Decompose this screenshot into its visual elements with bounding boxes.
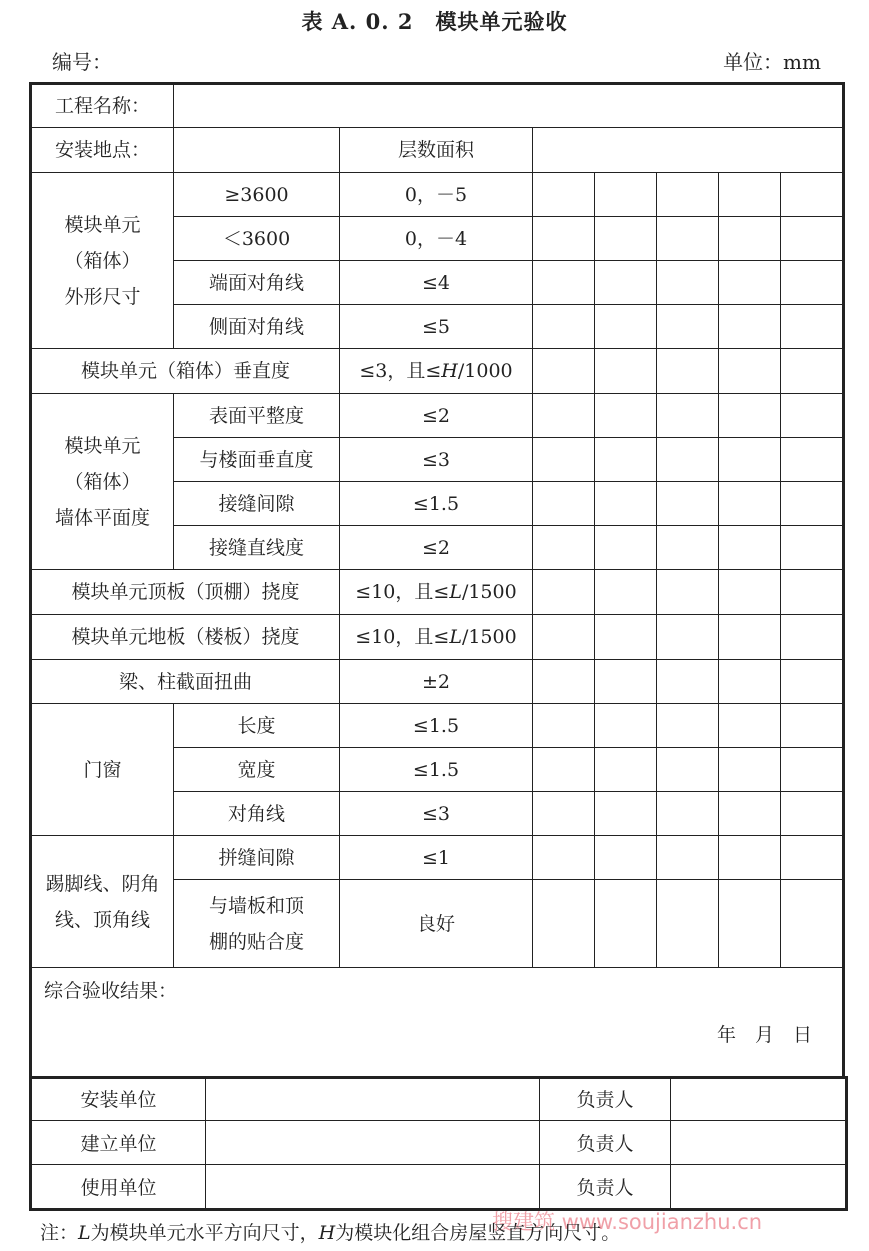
tolerance-value: ≤1.5 <box>340 482 533 526</box>
item-label: 与楼面垂直度 <box>174 438 340 482</box>
tolerance-value: ≤10，且≤L/1500 <box>340 615 533 660</box>
install-location-label: 安装地点： <box>31 128 174 173</box>
number-label: 编号： <box>52 50 112 74</box>
table-row <box>31 660 844 704</box>
dims-group-label: 模块单元 （箱体） 外形尺寸 <box>31 173 174 349</box>
acceptance-table <box>29 82 845 1079</box>
result-label: 综合验收结果： <box>44 980 178 1002</box>
footnote: 注：L为模块单元水平方向尺寸，H为模块化组合房屋竖直方向尺寸。 <box>40 1222 621 1244</box>
table-row <box>31 128 844 173</box>
person-label: 负责人 <box>540 1121 671 1165</box>
item-label: 对角线 <box>174 792 340 836</box>
table-row <box>31 704 844 748</box>
table-row <box>31 1165 847 1210</box>
tolerance-value: ≤1.5 <box>340 704 533 748</box>
unit-label: 建立单位 <box>31 1121 206 1165</box>
tolerance-value: ≤3 <box>340 438 533 482</box>
tolerance-value: ≤2 <box>340 394 533 438</box>
table-row <box>31 394 844 438</box>
tolerance-value: 良好 <box>340 880 533 968</box>
floors-area-value <box>533 128 844 173</box>
unit-label: 安装单位 <box>31 1077 206 1121</box>
item-label: 模块单元（箱体）垂直度 <box>31 349 340 394</box>
item-label: 拼缝间隙 <box>174 836 340 880</box>
tolerance-value: ≤10，且≤L/1500 <box>340 570 533 615</box>
table-row <box>31 1077 847 1121</box>
table-row <box>31 836 844 880</box>
item-label: 接缝间隙 <box>174 482 340 526</box>
table-row <box>31 615 844 660</box>
unit-value <box>206 1165 540 1210</box>
project-name-label: 工程名称： <box>31 84 174 128</box>
signature-table <box>29 1076 848 1211</box>
item-label: 长度 <box>174 704 340 748</box>
tolerance-value: ≤1 <box>340 836 533 880</box>
floors-area-label: 层数面积 <box>340 128 533 173</box>
tolerance-value: ≤2 <box>340 526 533 570</box>
person-value <box>671 1165 847 1210</box>
result-row <box>31 968 844 1078</box>
item-label: 宽度 <box>174 748 340 792</box>
item-label: 表面平整度 <box>174 394 340 438</box>
table-row <box>31 349 844 394</box>
tolerance-value: 0，－4 <box>340 217 533 261</box>
result-date: 年 月 日 <box>717 1024 813 1046</box>
tolerance-value: 0，－5 <box>340 173 533 217</box>
person-value <box>671 1121 847 1165</box>
person-label: 负责人 <box>540 1165 671 1210</box>
tolerance-value: ±2 <box>340 660 533 704</box>
tolerance-value: ≤4 <box>340 261 533 305</box>
table-row <box>31 1121 847 1165</box>
unit-label: 单位：mm <box>723 50 821 74</box>
item-label: 模块单元顶板（顶棚）挠度 <box>31 570 340 615</box>
unit-value <box>206 1077 540 1121</box>
install-location-value <box>174 128 340 173</box>
item-label: 接缝直线度 <box>174 526 340 570</box>
person-value <box>671 1077 847 1121</box>
tolerance-value: ≤3，且≤H/1000 <box>340 349 533 394</box>
tolerance-value: ≤3 <box>340 792 533 836</box>
item-label: 端面对角线 <box>174 261 340 305</box>
project-name-value <box>174 84 844 128</box>
skirting-group-label: 踢脚线、阴角 线、顶角线 <box>31 836 174 968</box>
result-cell <box>31 968 844 1078</box>
watermark: 搜建筑 www.soujianzhu.cn <box>492 1210 763 1234</box>
unit-label: 使用单位 <box>31 1165 206 1210</box>
table-title: 表 A. 0. 2 模块单元验收 <box>301 9 568 34</box>
table-row <box>31 173 844 217</box>
tolerance-value: ≤5 <box>340 305 533 349</box>
item-label: 梁、柱截面扭曲 <box>31 660 340 704</box>
item-label: 与墙板和顶 棚的贴合度 <box>174 880 340 968</box>
item-label: ≥3600 <box>174 173 340 217</box>
table-row <box>31 570 844 615</box>
wall-group-label: 模块单元 （箱体） 墙体平面度 <box>31 394 174 570</box>
doors-group-label: 门窗 <box>31 704 174 836</box>
tolerance-value: ≤1.5 <box>340 748 533 792</box>
table-row <box>31 84 844 128</box>
person-label: 负责人 <box>540 1077 671 1121</box>
item-label: ＜3600 <box>174 217 340 261</box>
unit-value <box>206 1121 540 1165</box>
item-label: 侧面对角线 <box>174 305 340 349</box>
item-label: 模块单元地板（楼板）挠度 <box>31 615 340 660</box>
